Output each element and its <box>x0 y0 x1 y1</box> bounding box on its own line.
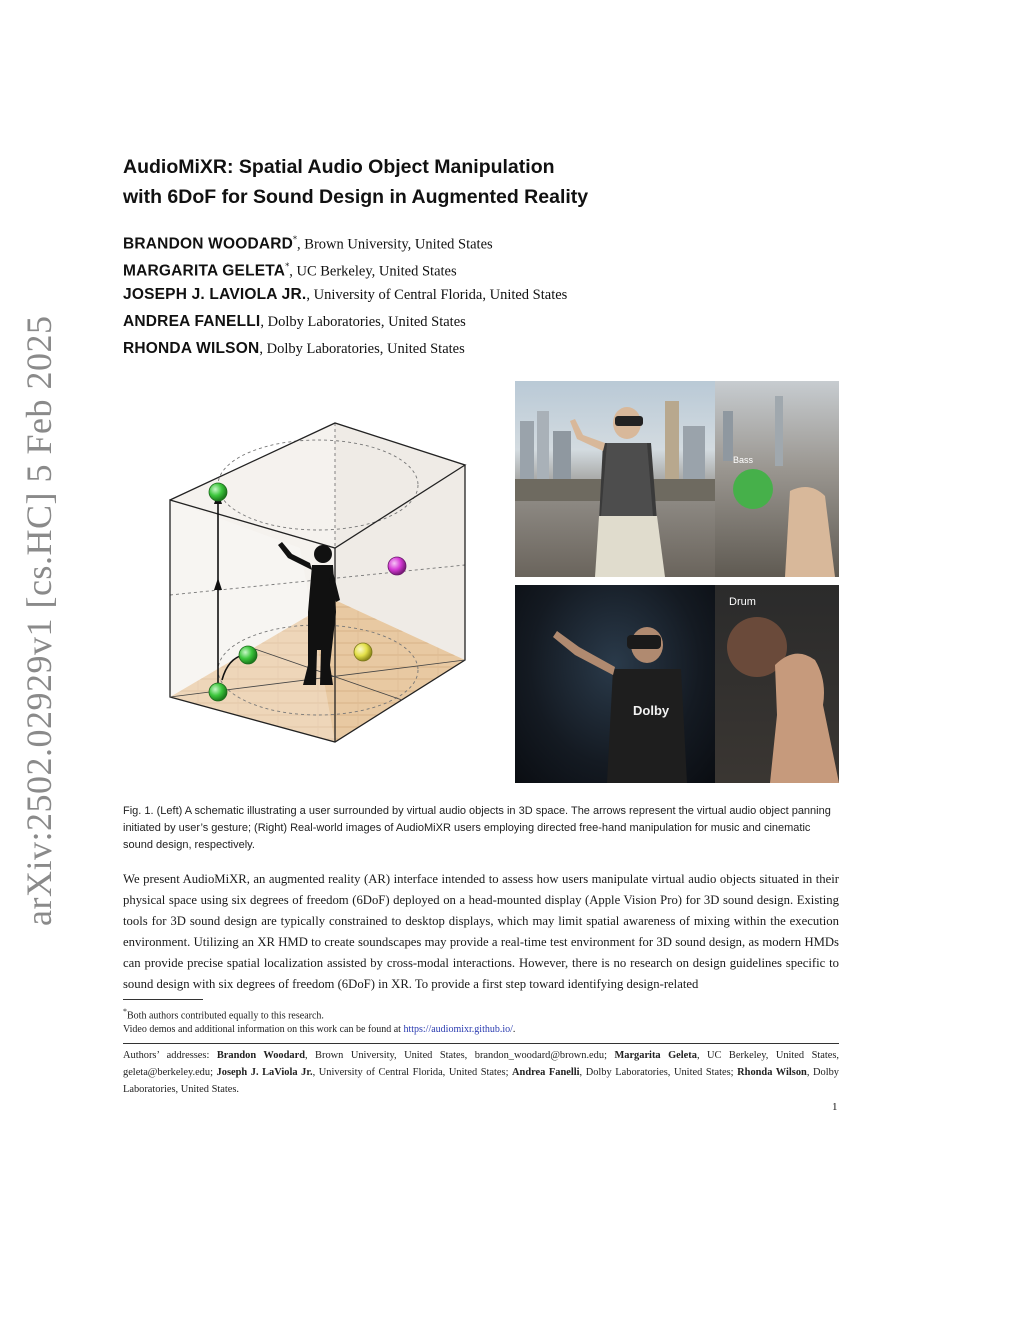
abstract-paragraph: We present AudioMiXR, an augmented reality (AR) interface intended to assess how users manipulate virtual audio objects situated in their physical space using six degrees of freedom (6DoF) deployed on a head-mounted display (Apple Vision Pro) for 3D sound design. Existing tools for 3D sound design are typically constrained to desktop displays, which may limit spatial awareness of mixing within the execution environment. Utilizing an XR HMD to create soundscapes may provide a real-time test environment for 3D sound design, as modern HMDs can provide precise spatial localization assisted by cross-modal interactions. However, there is no research on design guidelines specific to sound design with six degrees of freedom (6DoF) in XR. To provide a first step toward identifying design-related <box>123 872 839 991</box>
photo-dolby-user <box>515 585 715 783</box>
magenta-sphere <box>388 557 406 575</box>
author-entry <box>123 307 567 334</box>
green-sphere-top <box>209 483 227 501</box>
bass-audio-object <box>733 469 773 509</box>
author-affiliation: , University of Central Florida, United States <box>306 287 568 303</box>
footnote-equal-contribution: *Both authors contributed equally to this research. <box>123 1007 324 1022</box>
footnote-video-demos: Video demos and additional information on this work can be found at https://audiomixr.github.io/. <box>123 1024 516 1036</box>
photo-rooftop-hand-view <box>715 381 839 577</box>
green-sphere-bottom <box>209 683 227 701</box>
title-line-1: AudioMiXR: Spatial Audio Object Manipulation <box>123 156 555 178</box>
author-name: MARGARITA GELETA <box>123 262 286 280</box>
footnotes <box>123 1005 839 1037</box>
author-entry <box>123 253 567 280</box>
author-name: ANDREA FANELLI <box>123 313 261 330</box>
author-affiliation: , Dolby Laboratories, United States <box>259 341 465 357</box>
schematic-figure <box>140 380 490 780</box>
paper-title <box>123 152 643 212</box>
page-number: 1 <box>832 1101 838 1113</box>
equal-contribution-mark: * <box>285 262 290 271</box>
author-name: RHONDA WILSON <box>123 340 260 357</box>
author-entry <box>123 226 567 253</box>
author-affiliation: , Dolby Laboratories, United States <box>260 314 466 330</box>
photo-drum-hand-view <box>715 585 839 783</box>
arxiv-identifier: arXiv:2502.02929v1 [cs.HC] 5 Feb 2025 <box>19 315 59 926</box>
author-affiliation: , UC Berkeley, United States <box>289 263 457 280</box>
figure-caption: Fig. 1. (Left) A schematic illustrating a user surrounded by virtual audio objects in 3D space. The arrows represent the virtual audio object panning initiated by user’s gesture; (Right) Real-world images of AudioMiXR users employing directed free-hand manipulation for music and cinematic sound design, respectively. <box>123 805 831 851</box>
project-link[interactable]: https://audiomixr.github.io/ <box>403 1024 513 1036</box>
green-sphere-middle <box>239 646 257 664</box>
author-name: BRANDON WOODARD <box>123 235 294 253</box>
yellow-sphere <box>354 643 372 661</box>
author-name: JOSEPH J. LAVIOLA JR. <box>123 286 307 303</box>
footnote-rule <box>123 999 203 1000</box>
title-line-2: with 6DoF for Sound Design in Augmented Reality <box>123 186 589 208</box>
addresses-rule <box>123 1043 839 1044</box>
photo-rooftop-user <box>515 381 715 577</box>
author-affiliation: , Brown University, United States <box>297 236 493 253</box>
author-entry <box>123 334 567 361</box>
drum-label: Drum <box>729 596 756 608</box>
shirt-dolby-logo: Dolby <box>633 703 670 718</box>
equal-contribution-mark: * <box>293 235 298 244</box>
author-entry <box>123 280 567 307</box>
authors-addresses: Authors’ addresses: Brandon Woodard, Brown University, United States, brandon_woodard@brown.edu; Margarita Geleta, UC Berkeley, United States, geleta@berkeley.edu; Joseph J. LaViola Jr., University of Central Florida, United States; Andrea Fanelli, Dolby Laboratories, United States; Rhonda Wilson, Dolby Laboratories, United States. <box>123 1050 840 1095</box>
bass-label: Bass <box>733 455 754 465</box>
author-list <box>123 226 567 361</box>
